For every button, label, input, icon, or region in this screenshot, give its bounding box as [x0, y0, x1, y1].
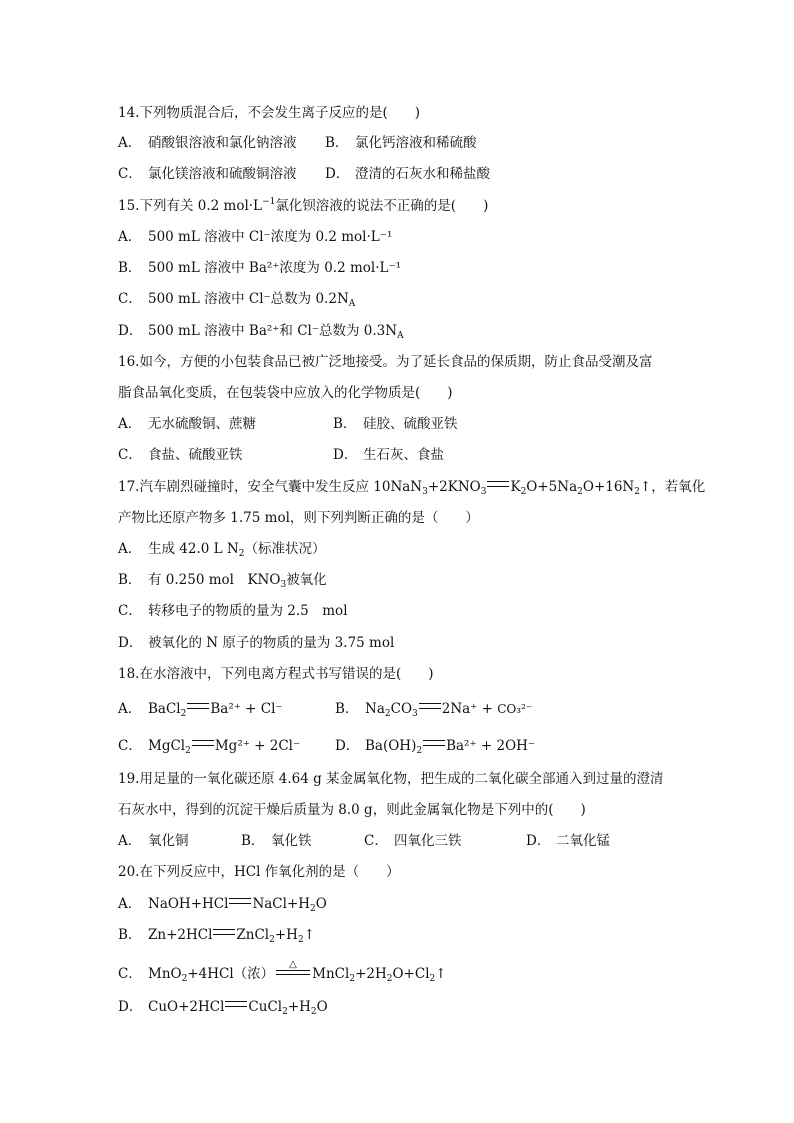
q14-option-b — [325, 134, 477, 152]
q16-option-b: B． 硅胶、硫酸亚铁 — [333, 416, 458, 432]
q16-option-a: A． 无水硫酸铜、蔗糖 — [118, 416, 256, 432]
q19-option-d: D． 二氧化锰 — [526, 833, 610, 849]
reaction-equals-sign — [187, 703, 209, 709]
q15-option-c: C． 500 mL 溶液中 Cl⁻总数为 $0.2N_A$ — [118, 291, 356, 309]
q20-option-a: A． NaOH+HCl $NaCl+H_2O$ — [118, 896, 327, 914]
option-text: 硝酸银溶液和氯化钠溶液 — [148, 135, 297, 151]
q14-option-c — [118, 165, 297, 183]
option-label: D． — [325, 166, 350, 182]
option-text: 澄清的石灰水和稀盐酸 — [355, 166, 490, 182]
option-label: C． — [118, 166, 142, 182]
q17-stem-line1: 17.汽车剧烈碰撞时，安全气囊中发生反应 $10NaN_3+2KNO_3$ $K_2O+5Na_2O+16N_2↑$，若氧化 — [118, 479, 706, 497]
q15-option-b: B． 500 mL 溶液中 Ba²⁺浓度为 0.2 mol·L⁻¹ — [118, 260, 402, 276]
q16-option-c: C． 食盐、硫酸亚铁 — [118, 447, 243, 463]
q19-stem-line2: 石灰水中，得到的沉淀干燥后质量为 8.0 g，则此金属氧化物是下列中的( ) — [118, 802, 586, 818]
q20-option-b: B． Zn+2HCl $ZnCl_2+H_2↑$ — [118, 927, 316, 945]
q14-option-a — [118, 134, 297, 152]
q16-option-d: D． 生石灰、食盐 — [333, 447, 444, 463]
reaction-equals-sign — [419, 703, 441, 709]
reaction-equals-sign — [423, 740, 445, 746]
reaction-equals-sign — [213, 929, 235, 935]
q19-option-b: B． 氧化铁 — [241, 833, 312, 849]
q17-option-b: B． 有 0.250 mol $KNO_3$被氧化 — [118, 572, 327, 590]
reaction-equals-sign — [229, 898, 251, 904]
q18-stem: 18.在水溶液中，下列电离方程式书写错误的是( ) — [118, 666, 434, 682]
q14-stem: 14.下列物质混合后，不会发生离子反应的是( ) — [118, 105, 421, 121]
q18-option-a: A． BaCl$_2$ Ba²⁺ + Cl⁻ — [118, 701, 283, 719]
q14-option-d — [325, 165, 490, 183]
reaction-equals-sign — [225, 1001, 247, 1007]
option-text: 氯化钙溶液和稀硫酸 — [355, 135, 477, 151]
q20-option-c: C． MnO$_2$+4HCl（浓） △ $MnCl_2+2H_2O+Cl_2↑$ — [118, 962, 447, 983]
q20-stem: 20.在下列反应中，HCl 作氧化剂的是（ ） — [118, 864, 400, 880]
heating-condition-sign — [276, 959, 310, 980]
option-text: 氯化镁溶液和硫酸铜溶液 — [148, 166, 297, 182]
q17-stem-line2: 产物比还原产物多 1.75 mol，则下列判断正确的是（ ） — [118, 510, 479, 526]
option-label: A． — [118, 135, 142, 151]
q18-option-c: C． MgCl$_2$ Mg²⁺ + 2Cl⁻ — [118, 738, 301, 756]
q19-option-a: A． 氧化铜 — [118, 833, 189, 849]
q18-option-d: D． $Ba(OH)_2$ Ba²⁺ + 2OH⁻ — [335, 738, 536, 756]
q16-stem-line1: 16.如今，方便的小包装食品已被广泛地接受。为了延长食品的保质期，防止食品受潮及富 — [118, 354, 653, 370]
reaction-equals-sign — [192, 740, 214, 746]
q15-option-a: A． 500 mL 溶液中 Cl⁻浓度为 0.2 mol·L⁻¹ — [118, 229, 393, 245]
delta-icon: △ — [289, 959, 297, 970]
reaction-equals-sign — [487, 481, 509, 487]
q15-stem: 15.下列有关 0.2 $mol\cdot L^{-1}$氯化钡溶液的说法不正确的是( ) — [118, 197, 489, 214]
option-label: B． — [325, 135, 349, 151]
q17-option-a: A． 生成 42.0 L $N_2$（标准状况） — [118, 541, 326, 559]
q17-option-d: D． 被氧化的 N 原子的物质的量为 3.75 mol — [118, 635, 395, 651]
q19-stem-line1: 19.用足量的一氧化碳还原 4.64 g 某金属氧化物，把生成的二氧化碳全部通入到过量的澄清 — [118, 771, 664, 787]
q17-option-c: C． 转移电子的物质的量为 2.5 mol — [118, 603, 348, 619]
q18-option-b: B． $Na_2CO_3$ 2Na⁺ + CO₃²⁻ — [335, 701, 533, 719]
q20-option-d: D． CuO+2HCl $CuCl_2+H_2O$ — [118, 999, 328, 1017]
q16-stem-line2: 脂食品氧化变质，在包装袋中应放入的化学物质是( ) — [118, 385, 453, 401]
q15-option-d: D． 500 mL 溶液中 Ba²⁺和 Cl⁻总数为 $0.3N_A$ — [118, 323, 404, 341]
q19-option-c: C． 四氧化三铁 — [364, 833, 462, 849]
